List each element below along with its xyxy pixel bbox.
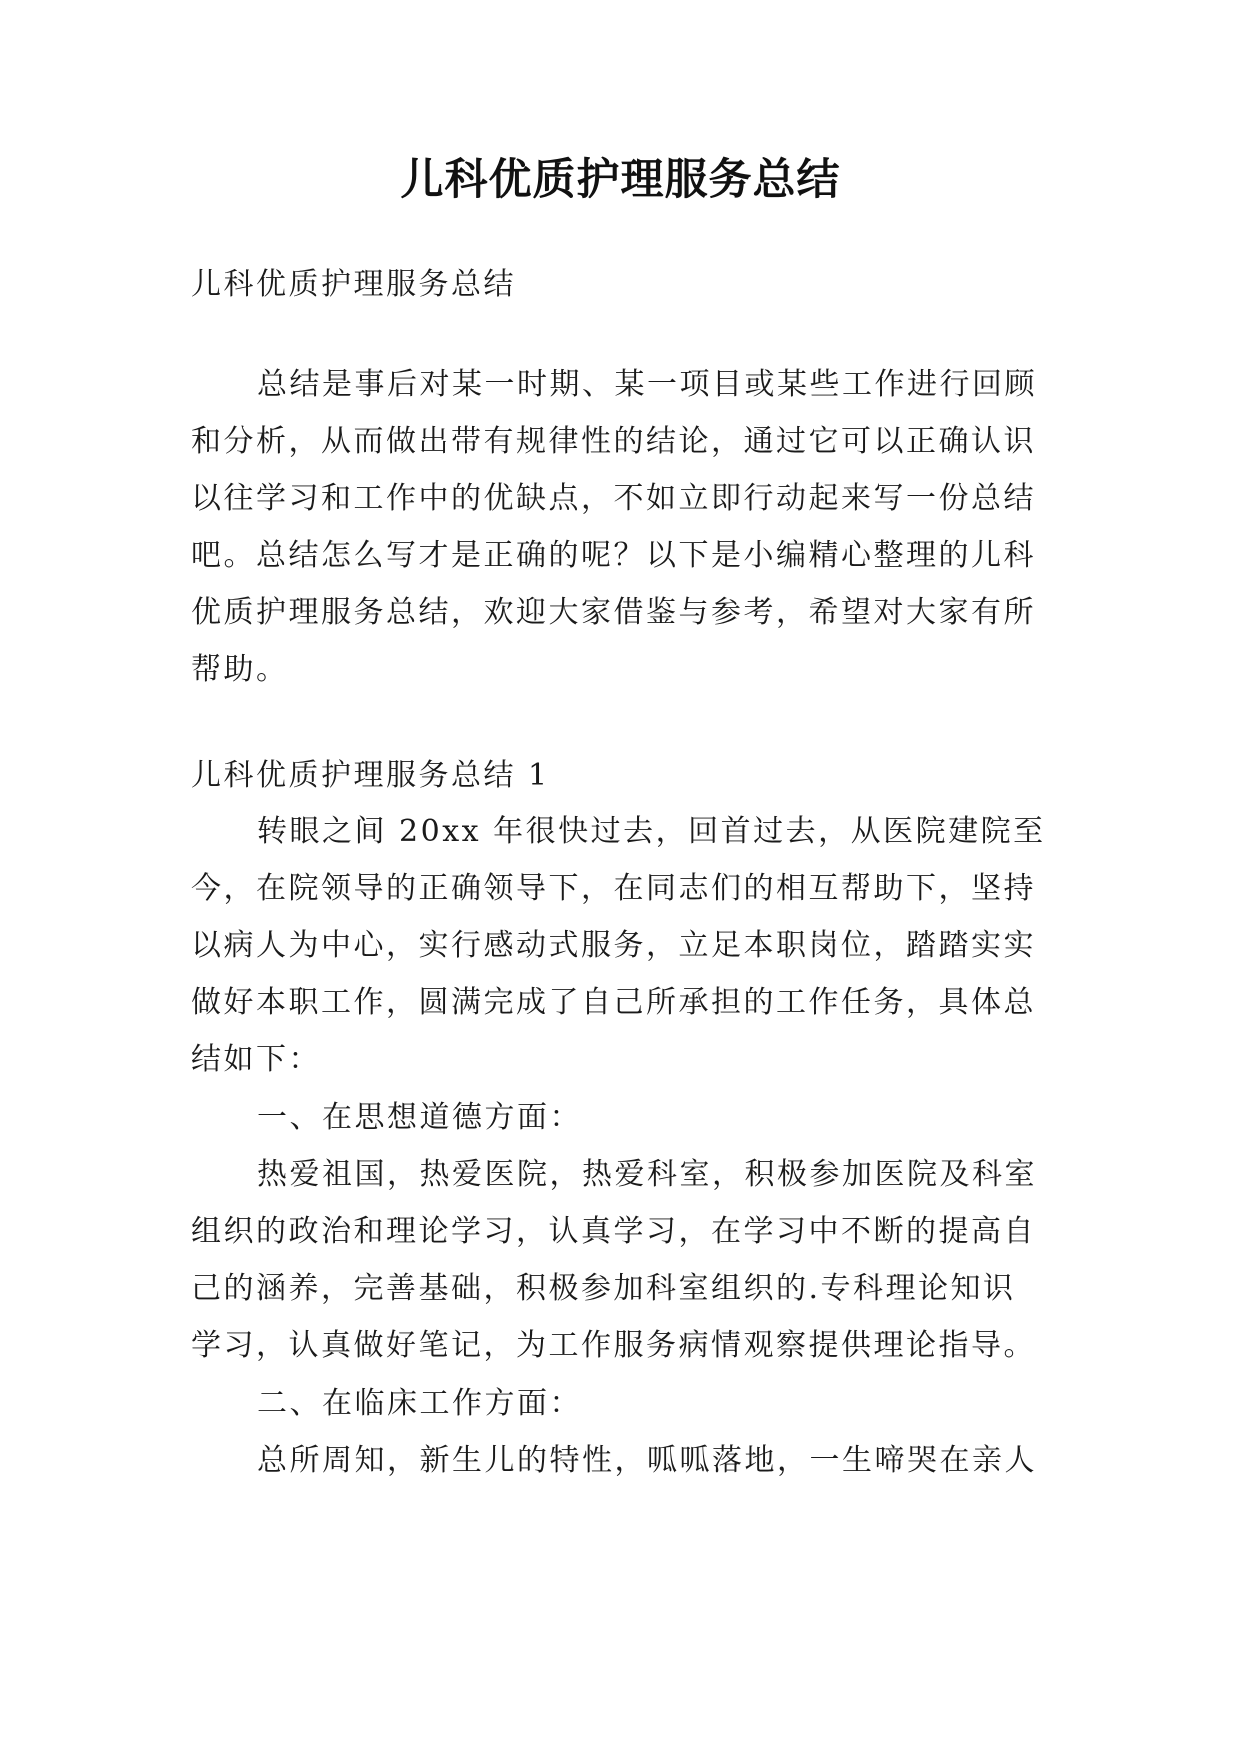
- section1-paragraph-2: [191, 1146, 1061, 1374]
- section1-paragraph-3: [191, 1432, 1061, 1489]
- intro-line-1: 总结是事后对某一时期、某一项目或某些工作进行回顾: [257, 367, 1037, 402]
- intro-line-6: 帮助。: [191, 652, 289, 687]
- s1p2-line-4: 学习，认真做好笔记，为工作服务病情观察提供理论指导。: [191, 1328, 1036, 1363]
- s1p1-line-1: 转眼之间 20xx 年很快过去，回首过去，从医院建院至: [257, 814, 1046, 849]
- s1p2-line-3: 己的涵养，完善基础，积极参加科室组织的.专科理论知识: [191, 1271, 1016, 1306]
- intro-line-3: 以往学习和工作中的优缺点，不如立即行动起来写一份总结: [191, 481, 1036, 516]
- intro-line-4: 吧。总结怎么写才是正确的呢？以下是小编精心整理的儿科: [191, 538, 1036, 573]
- s1p1-line-2: 今，在院领导的正确领导下，在同志们的相互帮助下，坚持: [191, 871, 1036, 906]
- document-subtitle: [191, 256, 1061, 313]
- intro-line-2: 和分析，从而做出带有规律性的结论，通过它可以正确认识: [191, 424, 1036, 459]
- heading-one-line: 一、在思想道德方面：: [257, 1100, 582, 1135]
- heading-two-line: 二、在临床工作方面：: [257, 1386, 582, 1421]
- section1-heading: [191, 747, 1061, 804]
- s1p1-line-3: 以病人为中心，实行感动式服务，立足本职岗位，踏踏实实: [191, 928, 1036, 963]
- s1p1-line-4: 做好本职工作，圆满完成了自己所承担的工作任务，具体总: [191, 985, 1036, 1020]
- s1p1-line-5: 结如下：: [191, 1042, 321, 1077]
- section1-heading-line: 儿科优质护理服务总结 1: [191, 758, 550, 793]
- heading-one: [191, 1089, 1061, 1146]
- s1p2-line-2: 组织的政治和理论学习，认真学习，在学习中不断的提高自: [191, 1214, 1036, 1249]
- section1-paragraph-1: [191, 803, 1061, 1088]
- intro-line-5: 优质护理服务总结，欢迎大家借鉴与参考，希望对大家有所: [191, 595, 1036, 630]
- subtitle-line: 儿科优质护理服务总结: [191, 267, 516, 302]
- intro-paragraph: [191, 356, 1061, 698]
- s1p2-line-1: 热爱祖国，热爱医院，热爱科室，积极参加医院及科室: [257, 1157, 1037, 1192]
- document-title: 儿科优质护理服务总结: [400, 155, 841, 205]
- heading-two: [191, 1375, 1061, 1432]
- s1p3-line-1: 总所周知，新生儿的特性，呱呱落地，一生啼哭在亲人: [257, 1443, 1037, 1478]
